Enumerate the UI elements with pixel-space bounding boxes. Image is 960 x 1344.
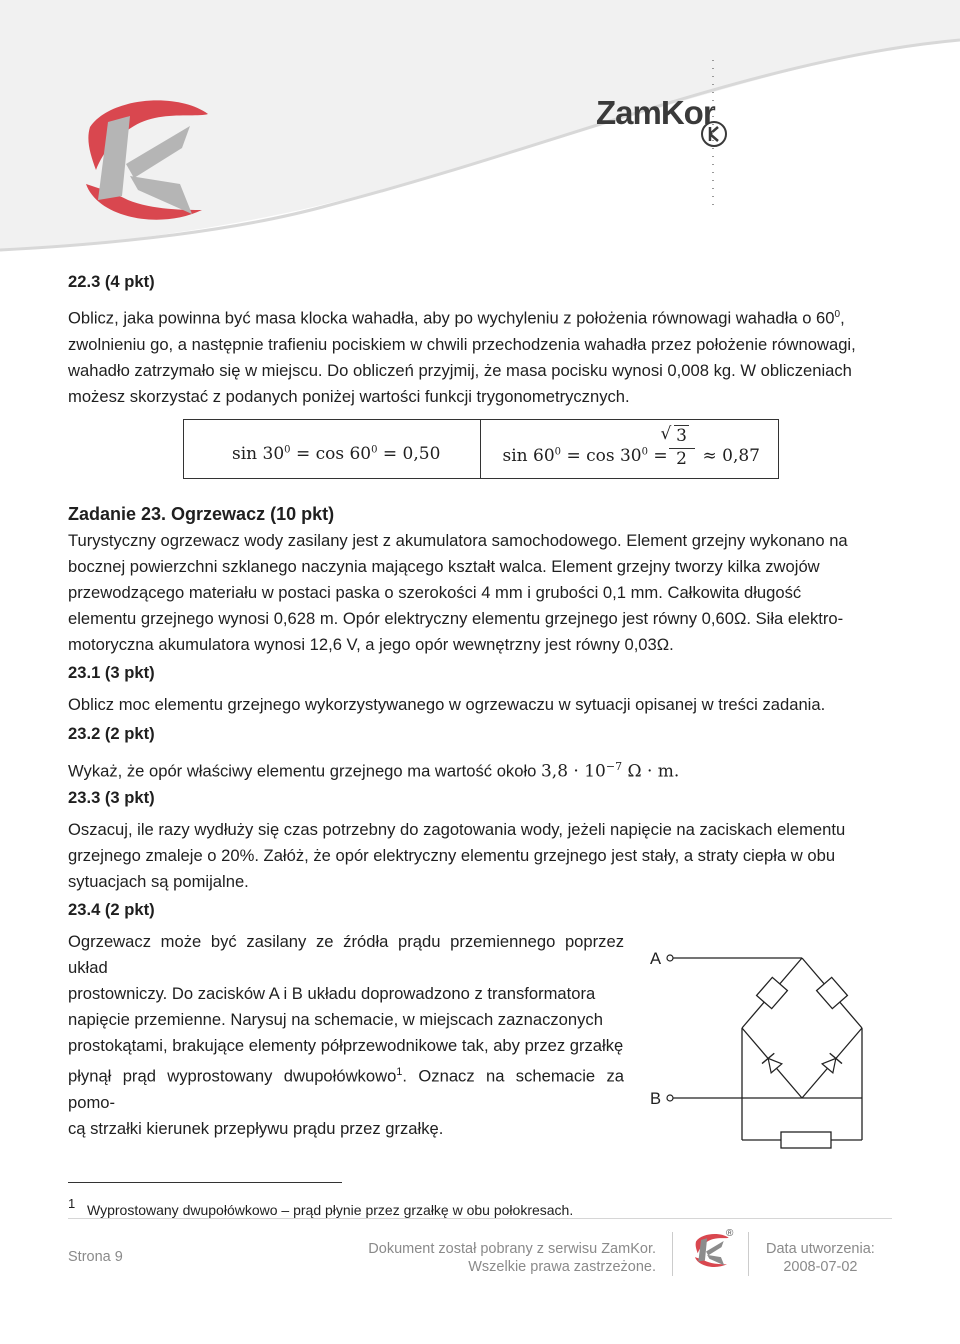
- sqrt-icon: √: [660, 424, 672, 444]
- footer-divider-left: [672, 1232, 673, 1276]
- task-22-3-text: Oblicz, jaka powinna być masa klocka wahadła, aby po wychyleniu z położenia równowagi wahadła o $60^0$, zwolnieniu go, a następnie trafieniu pociskiem w chwili przechodzenia wahadła przez położenie równowagi, wahadło zatrzymało się w miejscu. Do obliczeń przyjmij, że masa pocisku wynosi 0,008 kg. W obliczeniach możesz skorzystać z podanych poniżej wartości funkcji trygonometrycznych.: [68, 308, 856, 406]
- sqrt3-over-2-fraction: √ 3 2: [669, 426, 695, 469]
- terminal-b-label: B: [650, 1089, 662, 1108]
- heater-resistor-icon: [781, 1132, 831, 1148]
- diode-left-icon: [762, 1053, 783, 1073]
- empty-placeholder-box-left: [757, 977, 788, 1008]
- task-23-4-heading: 23.4 (2 pkt): [68, 900, 155, 919]
- task-22-3-heading: 22.3 (4 pkt): [68, 272, 155, 291]
- task-23-3-heading: 23.3 (3 pkt): [68, 788, 155, 807]
- registered-mark: ®: [726, 1228, 734, 1239]
- terminal-b-node: [667, 1095, 673, 1101]
- zamkor-large-logo-icon: [68, 92, 220, 232]
- terminal-a-label: A: [650, 949, 662, 968]
- footer-separator: [68, 1218, 892, 1219]
- footnote-mark: 1: [68, 1196, 76, 1211]
- task-23-2-heading: 23.2 (2 pkt): [68, 724, 155, 743]
- footnote-separator: [68, 1182, 342, 1183]
- trig-left-cell: $\sin 30^0 = \cos 60^0 = 0,50$: [184, 420, 481, 478]
- page-header: [0, 0, 960, 260]
- footer-notice: Dokument został pobrany z serwisu ZamKor. Wszelkie prawa zastrzeżone.: [368, 1241, 656, 1275]
- page-number: Strona 9: [68, 1249, 123, 1265]
- task-23-title: Zadanie 23. Ogrzewacz (10 pkt): [68, 504, 335, 524]
- footer-divider-right: [748, 1232, 749, 1276]
- terminal-a-node: [667, 955, 673, 961]
- task-23-4-text: Ogrzewacz może być zasilany ze źródła prądu przemiennego poprzez układ prostowniczy. Do zacisków A i B układu doprowadzono z transformatora napięcie przemienne. Narysuj na schemacie, w miejscach zaznaczonych prostokątami, brakujące elementy półprzewodnikowe tak, aby przez grzałkę płynął prąd wyprostowany dwupołówkowo$^1$. Oznacz na schemacie za pomo- cą strzałki kierunek przepływu prądu przez grzałkę.: [68, 932, 624, 1138]
- dotted-divider: [705, 60, 725, 220]
- rectifier-bridge-schematic: [640, 930, 900, 1170]
- diode-right-icon: [821, 1053, 842, 1073]
- empty-placeholder-box-right: [817, 977, 848, 1008]
- footnote-text: Wyprostowany dwupołówkowo – prąd płynie przez grzałkę w obu połokresach.: [87, 1202, 574, 1218]
- trig-right-cell: $\sin 60^0 = \cos 30^0$ = √ 3 2 ≈ 0,87: [502, 424, 760, 469]
- creation-date: Data utworzenia: 2008-07-02: [766, 1241, 875, 1275]
- task-23-3-text: Oszacuj, ile razy wydłuży się czas potrzebny do zagotowania wody, jeżeli napięcie na zaciskach elementu grzejnego zmaleje o 20%. Załóż, że opór elektryczny elementu grzejnego jest stały, a straty ciepła w obu sytuacjach są pomijalne.: [68, 820, 846, 891]
- task-23-1-text: Oblicz moc elementu grzejnego wykorzystywanego w ogrzewaczu w sytuacji opisanej w treści zadania.: [68, 695, 826, 714]
- zamkor-brand-text: ZamKor: [596, 94, 715, 131]
- task-23-1-heading: 23.1 (3 pkt): [68, 663, 155, 682]
- trig-values-box: [183, 419, 779, 479]
- task-23-2-text: Wykaż, że opór właściwy elementu grzejnego ma wartość około $3,8 \cdot 10^{-7}$ Ω · m.: [68, 760, 680, 782]
- task-23-text: Turystyczny ogrzewacz wody zasilany jest z akumulatora samochodowego. Element grzejny wykonano na bocznej powierzchni szklanego naczynia mającego kształt walca. Element grzejny tworzy kilka zwojów przewodzącego materiału w postaci paska o szerokości 4 mm i grubości 0,1 mm. Całkowita długość elementu grzejnego wynosi 0,628 m. Opór elektryczny elementu grzejnego jest równy 0,60Ω. Siła elektro- motoryczna akumulatora wynosi 12,6 V, a jego opór wewnętrzny jest równy 0,03Ω.: [68, 531, 848, 654]
